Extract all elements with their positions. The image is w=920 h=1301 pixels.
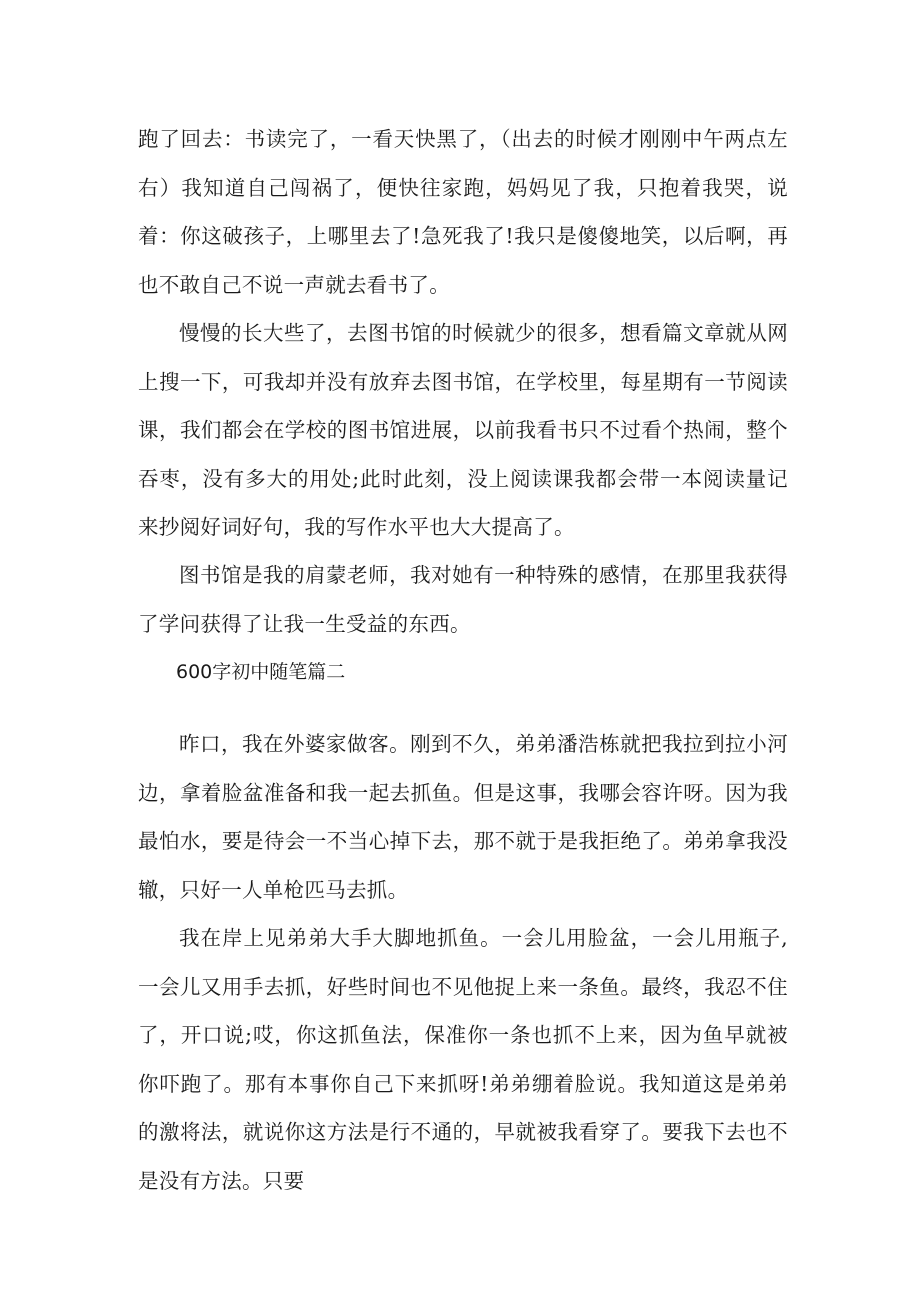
section-title: 600字初中随笔篇二 bbox=[176, 661, 346, 683]
paragraph-1: 跑了回去：书读完了，一看天快黑了，（出去的时候才刚刚中午两点左右）我知道自己闯祸了，便快往家跑，妈妈见了我，只抱着我哭，说着：你这破孩子，上哪里去了!急死我了!我只是傻傻地笑，以后啊，再也不敢自己不说一声就去看书了。 bbox=[138, 127, 788, 297]
paragraph-5: 我在岸上见弟弟大手大脚地抓鱼。一会儿用脸盆，一会儿用瓶子,一会儿又用手去抓，好些时间也不见他捉上来一条鱼。最终，我忍不住了，开口说;哎，你这抓鱼法，保准你一条也抓不上来，因为鱼早就被你吓跑了。那有本事你自己下来抓呀!弟弟绷着脸说。我知道这是弟弟的激将法，就说你这方法是行不通的，早就被我看穿了。要我下去也不是没有方法。只要 bbox=[138, 926, 788, 1193]
paragraph-3: 图书馆是我的肩蒙老师，我对她有一种特殊的感情，在那里我获得了学问获得了让我一生受益的东西。 bbox=[138, 563, 788, 636]
paragraph-2: 慢慢的长大些了，去图书馆的时候就少的很多，想看篇文章就从网上搜一下，可我却并没有放弃去图书馆，在学校里，每星期有一节阅读课，我们都会在学校的图书馆进展，以前我看书只不过看个热闹，整个吞枣，没有多大的用处;此时此刻，没上阅读课我都会带一本阅读量记来抄阅好词好句，我的写作水平也大大提高了。 bbox=[138, 321, 788, 539]
paragraph-4: 昨口，我在外婆家做客。刚到不久，弟弟潘浩栋就把我拉到拉小河边，拿着脸盆准备和我一起去抓鱼。但是这事，我哪会容许呀。因为我最怕水，要是待会一不当心掉下去，那不就于是我拒绝了。弟弟拿我没辙，只好一人单枪匹马去抓。 bbox=[138, 732, 788, 902]
